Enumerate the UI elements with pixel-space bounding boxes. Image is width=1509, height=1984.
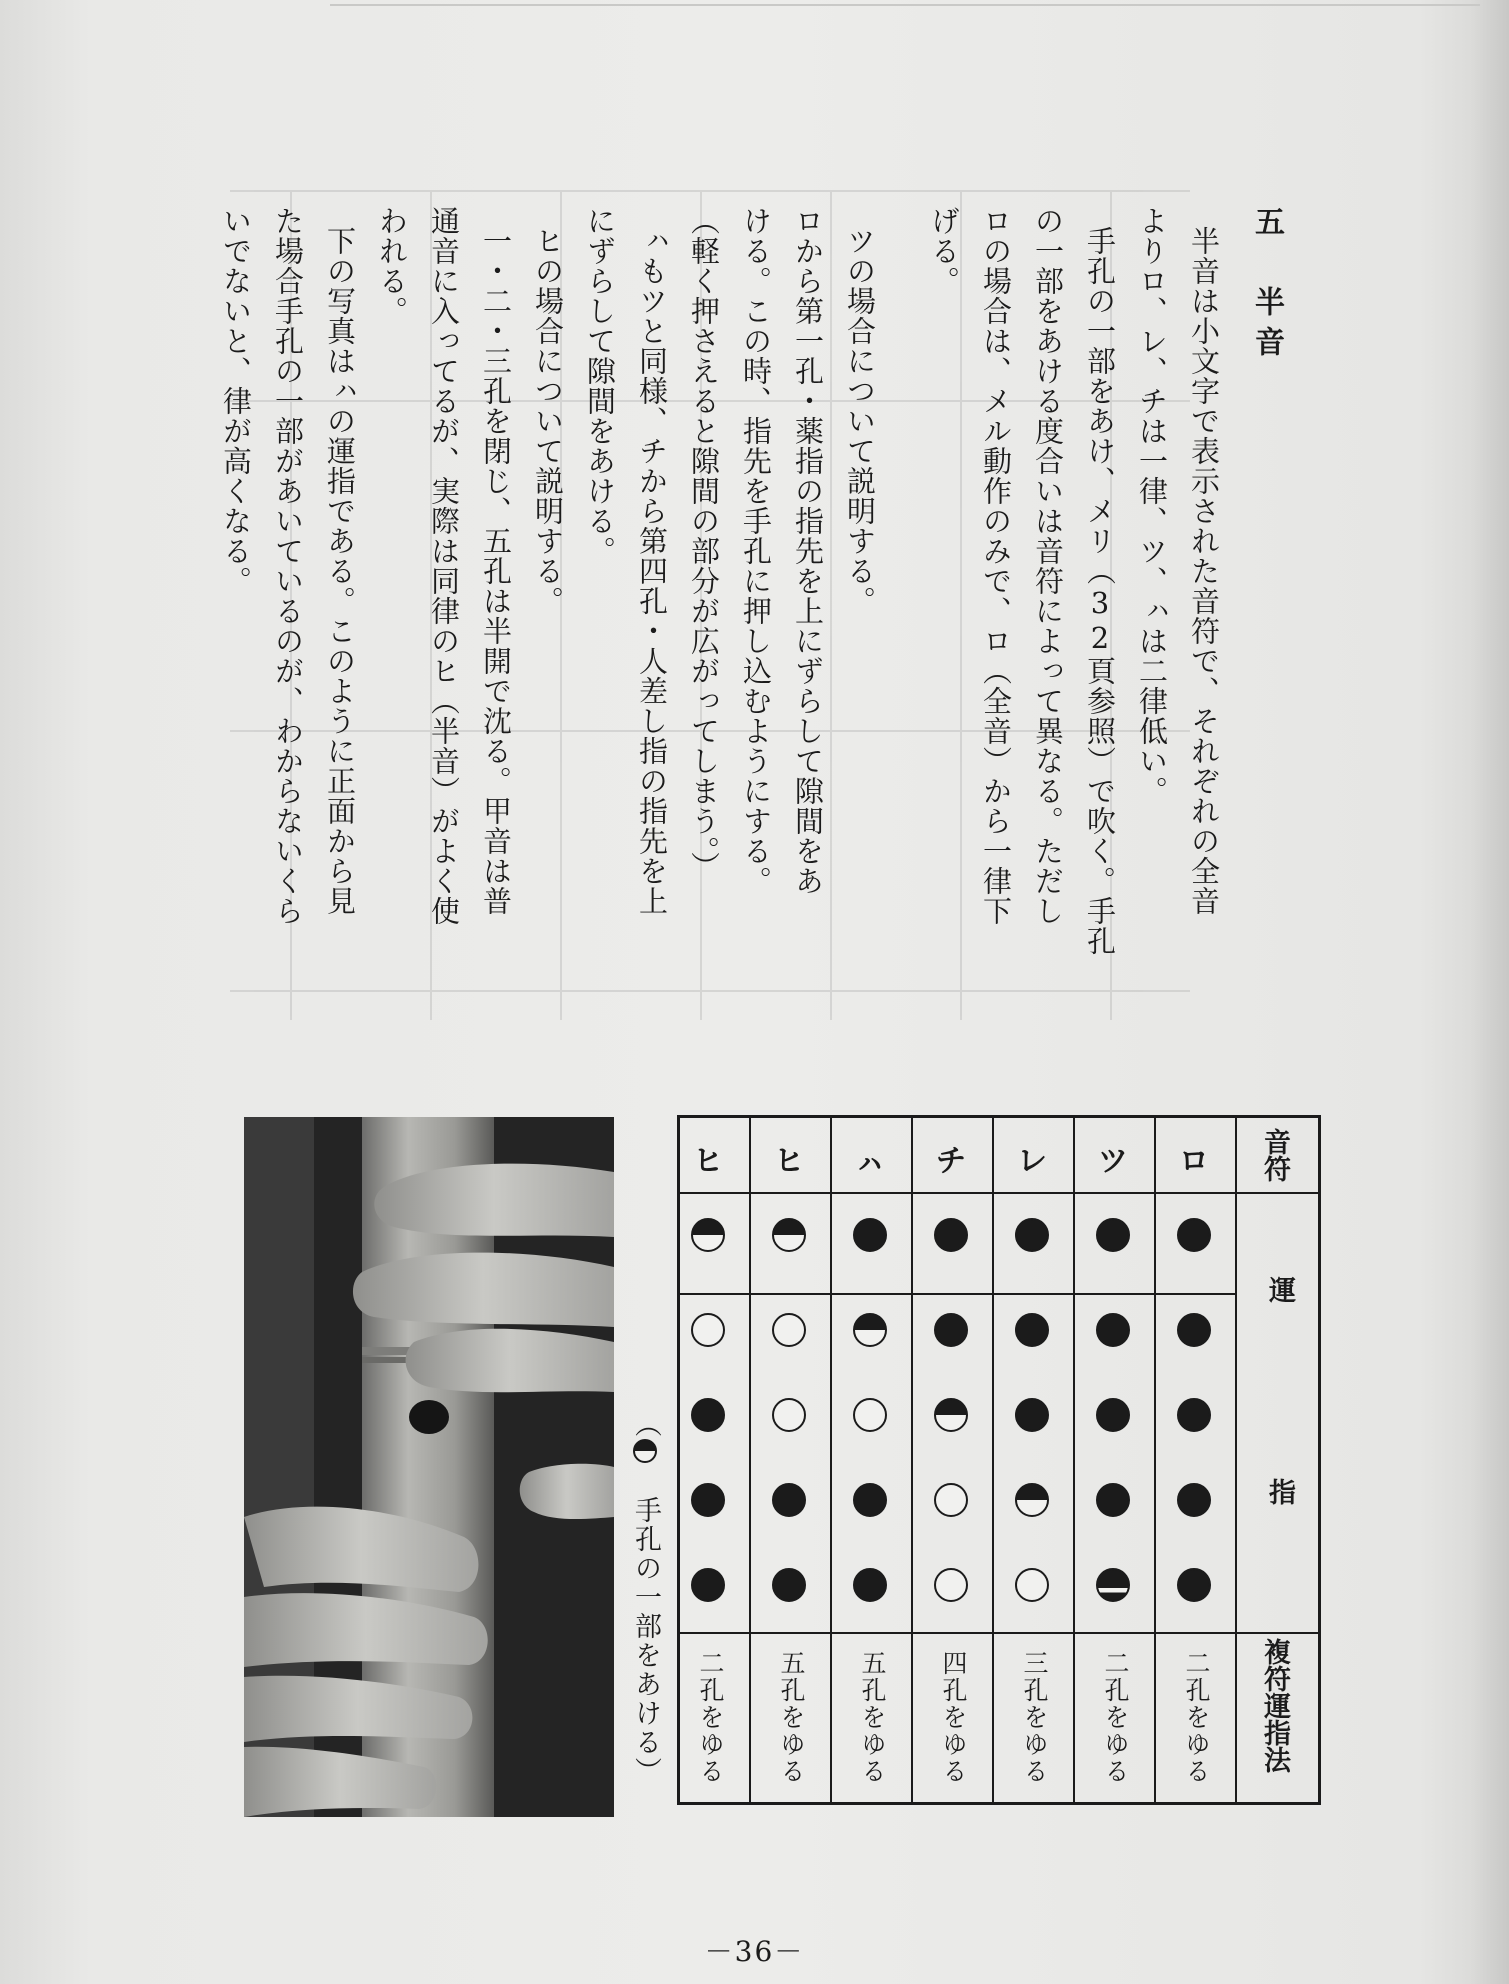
table-row-separator	[680, 1632, 1318, 1634]
finger-hole-open	[934, 1568, 968, 1602]
body-line-r5: ロの場合は、メル動作のみで、ロ（全音）から一律下	[979, 206, 1013, 926]
finger-hole-closed	[772, 1483, 806, 1517]
finger-hole-closed	[691, 1398, 725, 1432]
finger-hole-closed	[1096, 1313, 1130, 1347]
finger-hole-closed	[934, 1313, 968, 1347]
note-symbol: ツ	[1098, 1144, 1128, 1179]
finger-hole-closed	[1177, 1483, 1211, 1517]
hand-on-flute-illustration	[244, 1117, 614, 1817]
table-col-separator	[911, 1118, 913, 1802]
compound-fingering-cell: 三孔をゆる	[1020, 1650, 1049, 1785]
note-symbol: チ	[936, 1144, 966, 1179]
table-col-separator	[749, 1118, 751, 1802]
finger-hole-closed	[772, 1568, 806, 1602]
table-col-separator	[1073, 1118, 1075, 1802]
body-line-r2: よりロ、レ、チは一律、ツ、ㇵは二律低い。	[1135, 206, 1169, 806]
header-compound-fingering: 複符運指法	[1259, 1638, 1290, 1773]
page-number: －36－	[704, 1935, 805, 1968]
finger-hole-closed	[1096, 1483, 1130, 1517]
finger-hole-closed	[934, 1218, 968, 1252]
compound-fingering-cell: 二孔をゆる	[696, 1650, 725, 1785]
body-line-m4: （軽く押さえると隙間の部分が広がってしまう。）	[687, 206, 721, 882]
header-note: 音符	[1259, 1128, 1290, 1182]
finger-hole-half	[934, 1398, 968, 1432]
compound-fingering-cell: 四孔をゆる	[939, 1650, 968, 1785]
body-line-l4: われる。	[375, 206, 409, 326]
page-edge-shadow	[1469, 0, 1509, 1984]
caption-open-paren: （	[630, 1410, 661, 1439]
finger-hole-closed	[691, 1483, 725, 1517]
table-row-separator	[680, 1293, 1237, 1295]
finger-hole-closed	[691, 1568, 725, 1602]
body-line-r4: の一部をあける度合いは音符によって異なる。ただし	[1031, 206, 1065, 926]
finger-hole-closed	[853, 1568, 887, 1602]
compound-fingering-cell: 二孔をゆる	[1182, 1650, 1211, 1785]
note-symbol: ヒ	[774, 1144, 804, 1179]
body-line-r3: 手孔の一部をあけ、メリ（32頁参照）で吹く。手孔	[1083, 226, 1117, 956]
finger-hole-open	[1015, 1568, 1049, 1602]
table-col-separator	[992, 1118, 994, 1802]
body-line-l2: 一・二・三孔を閉じ、五孔は半開で沈る。甲音は普	[479, 226, 513, 916]
note-symbol: ヒ	[693, 1144, 723, 1179]
finger-hole-half	[1015, 1483, 1049, 1517]
section-heading: 五 半音	[1249, 206, 1284, 366]
body-line-m3: ける。この時、指先を手孔に押し込むようにする。	[739, 206, 773, 896]
table-col-separator	[1154, 1118, 1156, 1802]
note-symbol: ロ	[1179, 1144, 1209, 1179]
compound-fingering-cell: 五孔をゆる	[777, 1650, 806, 1785]
page-top-edge	[330, 4, 1480, 6]
body-line-m5: ㇵもツと同様、チから第四孔・人差し指の指先を上	[635, 226, 669, 916]
finger-hole-half	[772, 1218, 806, 1252]
body-line-m6: にずらして隙間をあける。	[583, 206, 617, 566]
finger-hole-half-lower	[1096, 1568, 1130, 1602]
compound-fingering-cell: 二孔をゆる	[1101, 1650, 1130, 1785]
body-line-l6: た場合手孔の一部があいているのが、わからないくら	[271, 206, 305, 926]
header-fingering-2: 指	[1264, 1478, 1295, 1505]
finger-hole-closed	[853, 1218, 887, 1252]
body-line-m2: ロから第一孔・薬指の指先を上にずらして隙間をあ	[791, 206, 825, 896]
header-fingering-1: 運	[1264, 1276, 1295, 1303]
caption-text: 手孔の一部をあける）	[630, 1496, 661, 1786]
finger-hole-closed	[1015, 1313, 1049, 1347]
finger-hole-half	[691, 1218, 725, 1252]
fingering-table	[677, 1115, 1321, 1805]
finger-hole-open	[772, 1398, 806, 1432]
finger-hole-closed	[1015, 1398, 1049, 1432]
note-symbol: レ	[1017, 1144, 1047, 1179]
finger-hole-closed	[1177, 1398, 1211, 1432]
table-row-separator	[680, 1192, 1318, 1194]
body-line-l3: 通音に入ってるが、実際は同律のヒ（半音）がよく使	[427, 206, 461, 926]
finger-hole-closed	[1015, 1218, 1049, 1252]
body-line-r1: 半音は小文字で表示された音符で、それぞれの全音	[1187, 226, 1221, 916]
body-line-l7: いでないと、律が高くなる。	[219, 206, 253, 596]
finger-hole-half	[853, 1313, 887, 1347]
finger-hole-closed	[1177, 1218, 1211, 1252]
finger-hole-closed	[1096, 1218, 1130, 1252]
fingering-photo	[244, 1117, 614, 1817]
compound-fingering-cell: 五孔をゆる	[858, 1650, 887, 1785]
finger-hole-open	[853, 1398, 887, 1432]
finger-hole-open	[691, 1313, 725, 1347]
body-line-l5: 下の写真はㇵの運指である。このように正面から見	[323, 226, 357, 916]
body-line-r6: げる。	[927, 206, 961, 296]
finger-hole-open	[772, 1313, 806, 1347]
finger-hole-closed	[1096, 1398, 1130, 1432]
finger-hole-closed	[853, 1483, 887, 1517]
table-col-separator	[830, 1118, 832, 1802]
finger-hole-closed	[1177, 1313, 1211, 1347]
note-symbol: ㇵ	[855, 1144, 885, 1179]
body-line-l1: ヒの場合について説明する。	[531, 226, 565, 616]
photo-caption	[626, 1410, 665, 1786]
finger-hole-closed	[1177, 1568, 1211, 1602]
body-line-m1: ツの場合について説明する。	[843, 226, 877, 616]
finger-hole-open	[934, 1483, 968, 1517]
table-col-separator	[1235, 1118, 1237, 1802]
half-open-hole-icon	[633, 1439, 657, 1463]
